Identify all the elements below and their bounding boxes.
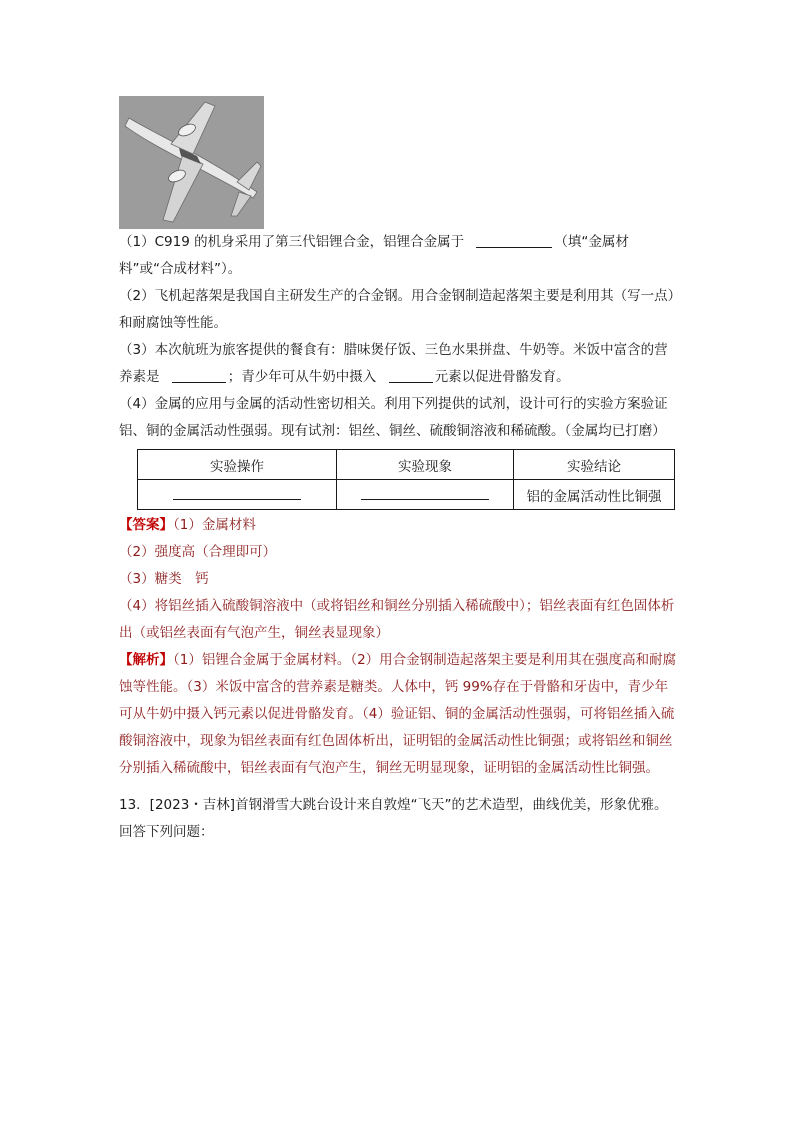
operation-blank-cell <box>138 480 337 510</box>
document-body <box>119 96 679 846</box>
answer-line-4: （4）将铝丝插入硫酸铜溶液中（或将铝丝和铜丝分别插入稀硫酸中）；铝丝表面有红色固体析出（或铝丝表面有气泡产生，铜丝表显现象） <box>119 598 675 641</box>
question-part-1: （1）C919 的机身采用了第三代铝锂合金，铝锂合金属于 （填“金属材料”或“合成材料”）。 <box>119 229 679 283</box>
header-phenomenon: 实验现象 <box>337 450 514 480</box>
answer-blank-1 <box>476 231 552 248</box>
operation-blank-line <box>173 485 301 500</box>
c919-airplane-photo <box>119 96 264 229</box>
answer-blank-3b <box>389 366 433 383</box>
question-part-2: （2）飞机起落架是我国自主研发生产的合金钢。用合金钢制造起落架主要是利用其（写一点）和耐腐蚀等性能。 <box>119 288 675 331</box>
answer-line-1: 【答案】（1）金属材料 <box>119 517 256 533</box>
question-part-3: （3）本次航班为旅客提供的餐食有：腊味煲仔饭、三色水果拼盘、牛奶等。米饭中富含的营养素是 ；青少年可从牛奶中摄入 元素以促进骨骼发育。 <box>119 342 668 385</box>
answer-blank-3a <box>172 366 226 383</box>
header-operation: 实验操作 <box>138 450 337 480</box>
phenomenon-blank-cell <box>337 480 514 510</box>
conclusion-cell: 铝的金属活动性比铜强 <box>514 480 675 510</box>
header-conclusion: 实验结论 <box>514 450 675 480</box>
table-row <box>138 480 675 510</box>
answer-line-2: （2）强度高（合理即可） <box>119 544 277 560</box>
question-part-4: （4）金属的应用与金属的活动性密切相关。利用下列提供的试剂，设计可行的实验方案验证铝、铜的金属活动性强弱。现有试剂：铝丝、铜丝、硫酸铜溶液和稀硫酸。（金属均已打磨） <box>119 396 668 439</box>
analysis-paragraph: 【解析】（1）铝锂合金属于金属材料。（2）用合金钢制造起落架主要是利用其在强度高和耐腐蚀等性能。（3）米饭中富含的营养素是糖类。人体中，钙 99%存在于骨骼和牙齿中，青少年可从牛奶中摄入钙元素以促进骨骼发育。（4）验证铝、铜的金属活动性强弱，可将铝丝插入硫酸铜溶液中，现象为铝丝表面有红色固体析出，证明铝的金属活动性比铜强；或将铝丝和铜丝分别插入稀硫酸中，铝丝表面有气泡产生，铜丝无明显现象，证明铝的金属活动性比铜强。 <box>119 652 677 776</box>
answer-line-3: （3）糖类 钙 <box>119 571 209 587</box>
answer-tag: 【答案】 <box>119 517 173 533</box>
analysis-tag: 【解析】 <box>119 652 173 668</box>
table-header-row <box>138 450 675 480</box>
phenomenon-blank-line <box>361 485 489 500</box>
experiment-table <box>137 449 675 510</box>
question-13: 13．[2023・吉林]首钢滑雪大跳台设计来自敦煌“飞天”的艺术造型，曲线优美，形象优雅。回答下列问题： <box>119 797 668 840</box>
